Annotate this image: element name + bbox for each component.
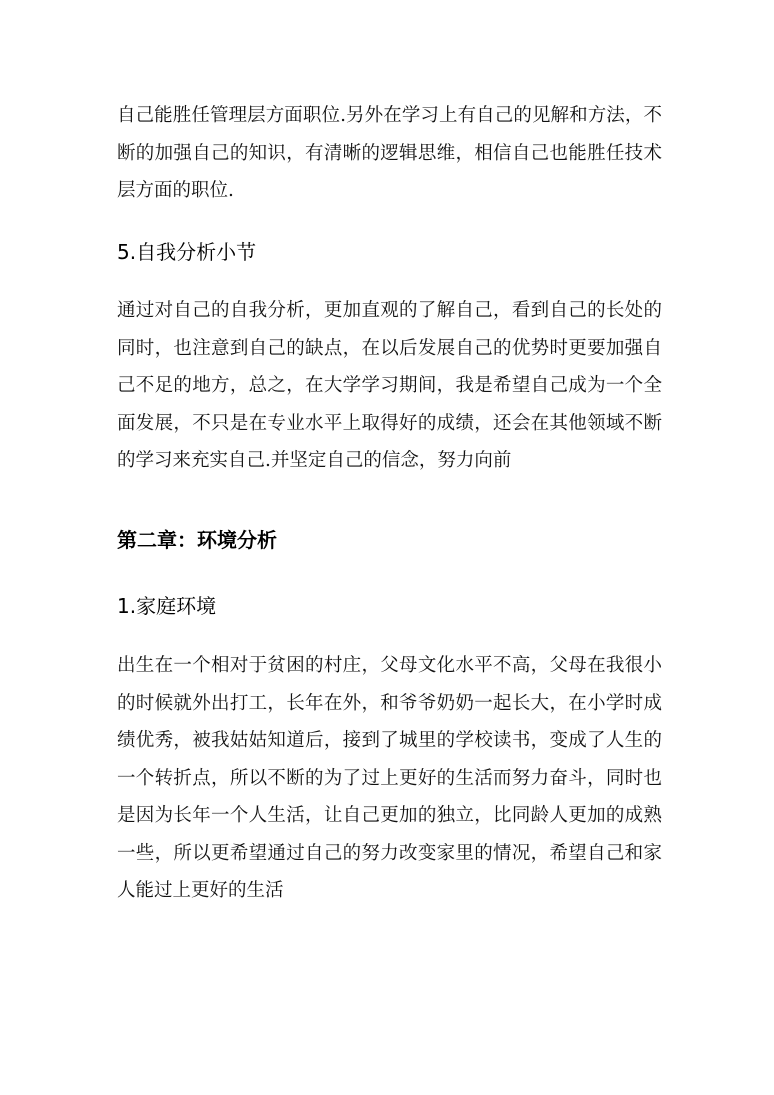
heading-block-1 <box>117 238 662 266</box>
paragraph-2: 通过对自己的自我分析，更加直观的了解自己，看到自己的长处的同时，也注意到自己的缺点，在以后发展自己的优势时更要加强自己不足的地方，总之，在大学学习期间，我是希望自己成为一个全面发展，不只是在专业水平上取得好的成绩，还会在其他领域不断的学习来充实自己.并坚定自己的信念，努力向前 <box>117 300 662 471</box>
heading-block-3 <box>117 592 662 620</box>
heading-block-2 <box>117 526 662 554</box>
section-heading-self-analysis-summary: 5.自我分析小节 <box>117 240 257 264</box>
paragraph-3: 出生在一个相对于贫困的村庄，父母文化水平不高，父母在我很小的时候就外出打工，长年在外，和爷爷奶奶一起长大，在小学时成绩优秀，被我姑姑知道后，接到了城里的学校读书，变成了人生的一个转折点，所以不断的为了过上更好的生活而努力奋斗，同时也是因为长年一个人生活，让自己更加的独立，比同龄人更加的成熟一些，所以更希望通过自己的努力改变家里的情况，希望自己和家人能过上更好的生活 <box>117 655 662 901</box>
paragraph-block-2 <box>117 292 662 480</box>
paragraph-1: 自己能胜任管理层方面职位.另外在学习上有自己的见解和方法，不断的加强自己的知识，有清晰的逻辑思维，相信自己也能胜任技术层方面的职位. <box>117 105 662 201</box>
paragraph-block-3 <box>117 647 662 910</box>
chapter-heading-environment-analysis: 第二章：环境分析 <box>117 528 277 552</box>
paragraph-block-1 <box>117 97 662 210</box>
section-heading-family-environment: 1.家庭环境 <box>117 594 217 618</box>
